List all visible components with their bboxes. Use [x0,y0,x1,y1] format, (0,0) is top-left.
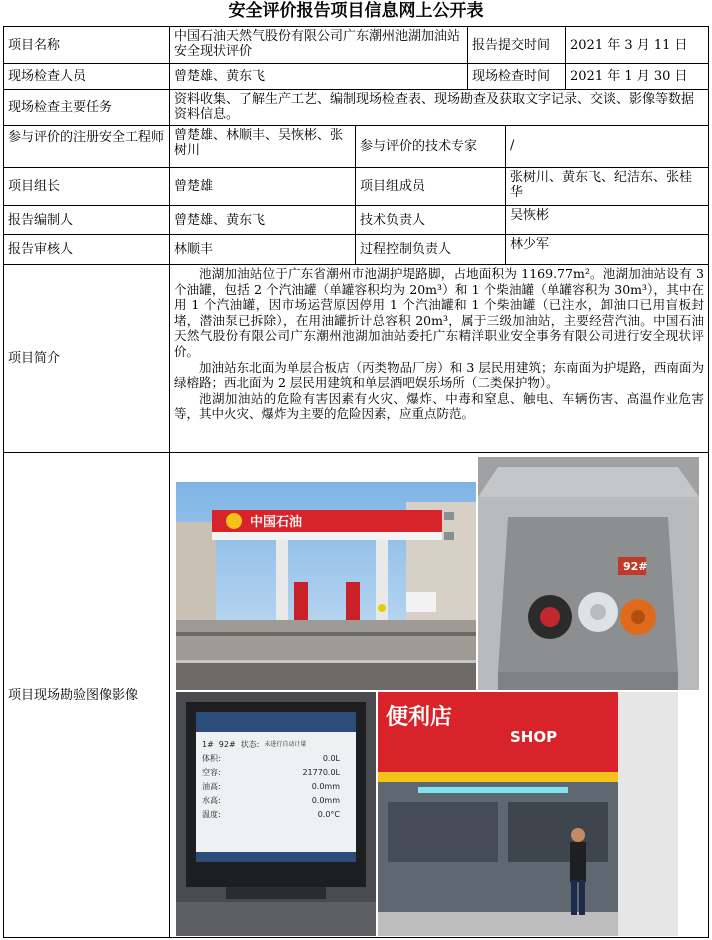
monitor-row [202,780,352,794]
intro-paragraph-3: 池湖加油站的危险有害因素有火灾、爆炸、中毒和窒息、触电、车辆伤害、高温作业危害等，其中火灾、爆炸为主要的危险因素，应重点防范。 [174,390,704,422]
monitor-row-value: 21770.0L [302,768,340,777]
monitor-row-value: 0.0mm [311,796,340,805]
expert-value: / [505,125,709,168]
submit-time-value-text: 2021 年 3 月 11 日 [570,37,688,53]
monitor-screen [202,738,352,822]
photo-convenience-store [378,692,678,936]
reviewer-label [3,234,170,265]
process-value: 林少军 [505,234,709,265]
monitor-header [202,738,352,752]
monitor-row-value: 0.0°C [317,810,340,819]
tasks-label-text: 现场检查主要任务 [8,100,113,115]
tasks-value: 资料收集、了解生产工艺、编制现场检查表、现场勘查及获取文字记录、交谈、影像等数据资料信息。 [169,89,709,126]
canopy-sign-text: 中国石油 [250,515,303,530]
editor-label-text: 报告编制人 [8,212,74,228]
monitor-row-key: 水高: [202,796,221,805]
submit-time-label [467,26,566,64]
intro-label-text: 项目简介 [8,351,61,366]
reviewer-value [169,234,356,265]
process-label-text: 过程控制负责人 [360,242,452,257]
photo-gas-station [176,482,476,690]
intro-label [3,264,170,453]
monitor-row [202,766,352,780]
monitor-row [202,794,352,808]
project-name-label-text: 项目名称 [8,37,61,53]
monitor-row-key: 温度: [202,810,221,819]
check-time-value-text: 2021 年 1 月 30 日 [570,69,688,84]
project-name-value: 中国石油天然气股份有限公司广东潮州池湖加油站安全现状评价 [169,26,468,64]
tasks-label [3,89,170,126]
check-time-label-text: 现场检查时间 [472,69,551,84]
monitor-row-key: 油高: [202,782,221,791]
intro-value [169,264,709,453]
monitor-row-value: 0.0mm [311,782,340,791]
submit-time-value [565,26,709,64]
monitor-row-value: 0.0L [322,754,340,763]
tech-label [355,205,506,235]
editor-value-text: 曾楚雄、黄东飞 [174,212,266,228]
engineers-label: 参与评价的注册安全工程师 [3,125,170,168]
inspectors-label-text: 现场检查人员 [8,69,87,84]
page-title: 安全评价报告项目信息网上公开表 [228,1,484,21]
reviewer-label-text: 报告审核人 [8,242,74,257]
check-time-value [565,63,709,90]
members-value: 张树川、黄东飞、纪洁东、张桂华 [505,167,709,206]
intro-paragraph-1: 池湖加油站位于广东省潮州市池湖护堤路脚，占地面积为 1169.77m²。池湖加油站设有 3 个油罐，包括 2 个汽油罐（单罐容积均为 20m³）和 1 个柴油罐（单罐容积为 30m³），其中在用 1 个汽油罐，因市场运营原因停用 1 个汽油罐和 1 个柴油罐（已注水，卸油口已用盲板封堵，潜油泵已拆除），在用油罐折计总容积 20m³，属于三级加油站，主要经营汽油。中国石油天然气股份有限公司广东潮州池湖加油站委托广东精洋职业安全事务有限公司进行安全现状评价。 [174,266,704,359]
photo-tank-well [478,457,699,690]
inspectors-label [3,63,170,90]
expert-label-text: 参与评价的技术专家 [360,139,478,154]
reviewer-value-text: 林顺丰 [174,242,214,257]
photos-label [3,452,170,938]
leader-value-text: 曾楚雄 [174,179,214,194]
tech-value: 吴恢彬 [505,205,709,235]
store-shop-text: SHOP [510,728,558,746]
process-label [355,234,506,265]
members-label-text: 项目组成员 [360,179,426,194]
leader-label-text: 项目组长 [8,179,61,194]
photo-tank-monitor [176,692,376,936]
monitor-tank: 1# [202,740,214,749]
fuel-tag-text: 92# [623,560,648,573]
project-name-label [3,26,170,64]
tech-label-text: 技术负责人 [360,212,426,228]
inspectors-value-text: 曾楚雄、黄东飞 [174,69,266,84]
monitor-row [202,808,352,822]
photos-label-text: 项目现场勘验图像影像 [8,687,139,703]
monitor-row [202,752,352,766]
editor-value [169,205,356,235]
monitor-state-label: 状态: [240,740,260,749]
monitor-row-key: 体积: [202,754,221,763]
editor-label [3,205,170,235]
monitor-grade: 92# [218,740,236,749]
submit-time-label-text: 报告提交时间 [472,37,551,53]
inspectors-value [169,63,468,90]
expert-label [355,125,506,168]
check-time-label [467,63,566,90]
leader-label [3,167,170,206]
leader-value [169,167,356,206]
monitor-state-value: 未进行自动计量 [264,741,307,748]
members-label [355,167,506,206]
engineers-value: 曾楚雄、林顺丰、吴恢彬、张树川 [169,125,356,168]
monitor-row-key: 空容: [202,768,221,777]
intro-paragraph-2: 加油站东北面为单层合板店（丙类物品厂房）和 3 层民用建筑；东南面为护堤路，西南面为绿榕路；西北面为 2 层民用建筑和单层酒吧娱乐场所（二类保护物）。 [174,359,704,391]
store-sign-text: 便利店 [386,705,453,730]
